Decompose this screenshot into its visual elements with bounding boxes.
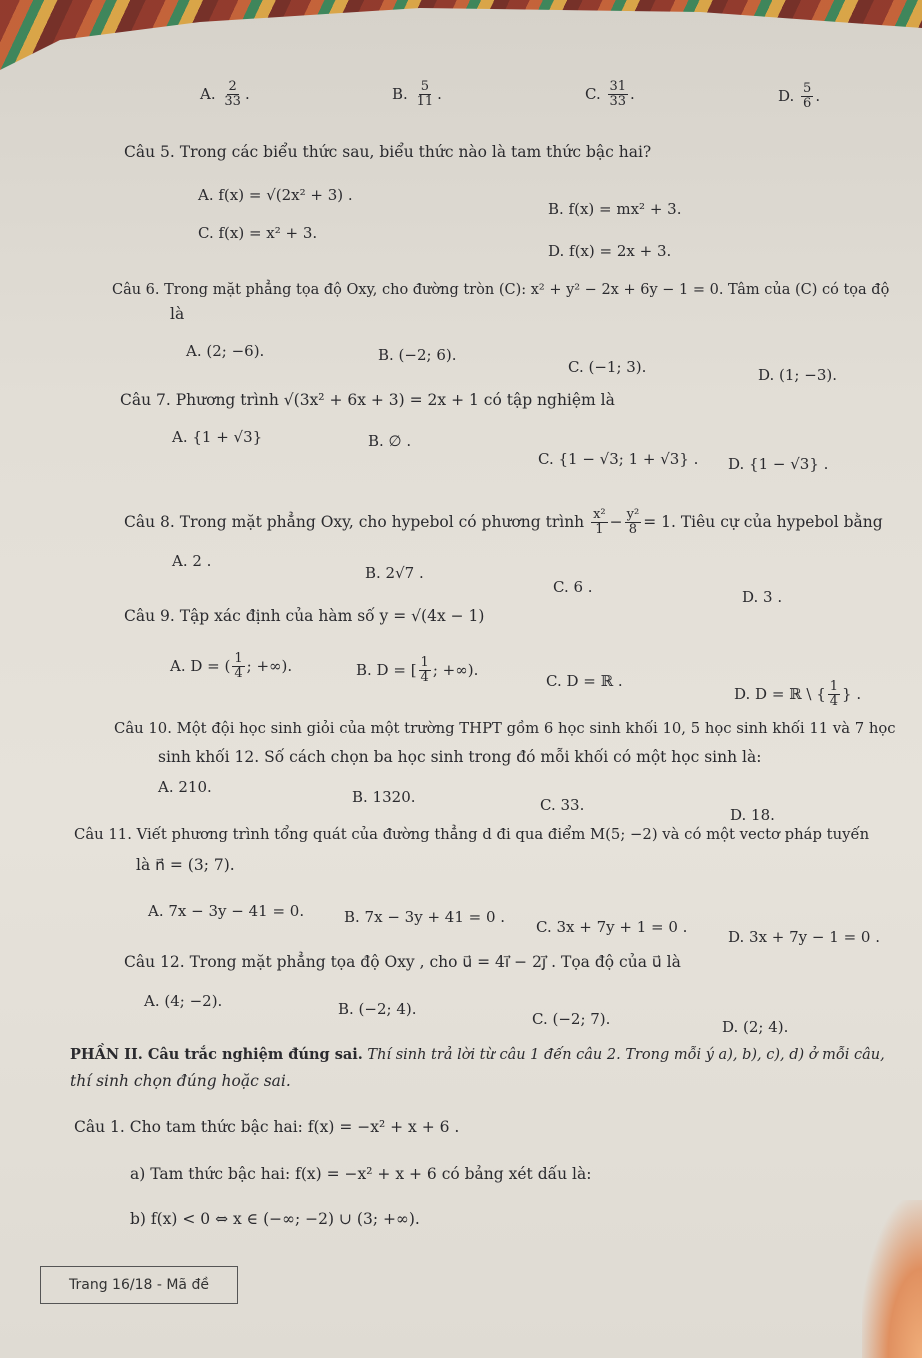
q10-stem: Câu 10. Một đội học sinh giỏi của một trường THPT gồm 6 học sinh khối 10, 5 học sinh khối 11 và 7 học — [114, 720, 896, 737]
q9-stem: Câu 9. Tập xác định của hàm số y = √(4x − 1) — [124, 607, 485, 625]
q7-option-b: B. ∅ . — [368, 432, 412, 450]
part2-q1-stem: Câu 1. Cho tam thức bậc hai: f(x) = −x² + x + 6 . — [74, 1118, 460, 1136]
q4-option-d: D. $\frac{5}{6}$ . — [778, 81, 821, 112]
q9-b-post: ; +∞). — [432, 660, 479, 679]
q6-option-c: C. (−1; 3). — [568, 358, 647, 376]
q8-frac1-num: x² — [593, 507, 606, 522]
q4-c-fraction — [608, 80, 629, 110]
q10-option-d: D. 18. — [730, 806, 775, 824]
q8-minus: − — [609, 512, 623, 531]
q4-d-label: D. — [778, 86, 795, 105]
part2-q1-a: a) Tam thức bậc hai: f(x) = −x² + x + 6 có bảng xét dấu là: — [130, 1165, 592, 1183]
q11-option-d: D. 3x + 7y − 1 = 0 . — [728, 928, 880, 946]
q5-stem: Câu 5. Trong các biểu thức sau, biểu thức nào là tam thức bậc hai? — [124, 143, 652, 161]
q8-option-a: A. 2 . — [172, 552, 212, 570]
q12-stem: Câu 12. Trong mặt phẳng tọa độ Oxy , cho u⃗ = 4i⃗ − 2j⃗ . Tọa độ của u⃗ là — [124, 953, 681, 971]
hand-shadow — [862, 1200, 922, 1358]
q8-stem-after: . Tiêu cự của hypebol bằng — [670, 512, 883, 531]
page-footer-text: Trang 16/18 - Mã đề — [69, 1277, 209, 1293]
q9-option-d — [734, 680, 861, 710]
q6-option-d: D. (1; −3). — [758, 366, 837, 384]
q12-option-b: B. (−2; 4). — [338, 1000, 417, 1018]
q4-option-b: B. $\frac{5}{11}$ . — [392, 79, 442, 110]
q8-stem-text: Câu 8. Trong mặt phẳng Oxy, cho hypebol có phương trình — [124, 512, 585, 531]
part2-heading — [70, 1046, 885, 1064]
q8-option-d: D. 3 . — [742, 588, 783, 606]
q6-option-a: A. (2; −6). — [186, 342, 265, 360]
q8-frac1-den: 1 — [595, 522, 604, 538]
q9-b-num: 1 — [420, 655, 429, 670]
q12-option-c: C. (−2; 7). — [532, 1010, 611, 1028]
q4-a-den: 33 — [224, 94, 241, 110]
q7-stem: Câu 7. Phương trình √(3x² + 6x + 3) = 2x + 1 có tập nghiệm là — [120, 391, 615, 409]
q8-equals: = 1 — [643, 512, 671, 531]
q12-option-a: A. (4; −2). — [144, 992, 223, 1010]
q9-a-pre: A. D = ( — [170, 656, 231, 675]
q9-b-pre: B. D = [ — [356, 660, 417, 679]
q8-fraction-y — [625, 508, 642, 538]
q10-stem-cont: sinh khối 12. Số cách chọn ba học sinh trong đó mỗi khối có một học sinh là: — [158, 748, 762, 766]
q9-d-pre: D. D = ℝ \ { — [734, 684, 826, 703]
q4-b-fraction — [415, 80, 436, 110]
q4-b-num: 5 — [420, 79, 429, 94]
q5-option-d: D. f(x) = 2x + 3. — [548, 242, 672, 260]
q9-a-num: 1 — [234, 651, 243, 666]
q8-frac2-den: 8 — [628, 522, 638, 538]
q5-option-c: C. f(x) = x² + 3. — [198, 224, 318, 242]
q9-b-den: 4 — [420, 670, 429, 686]
q11-option-a: A. 7x − 3y − 41 = 0. — [148, 902, 305, 920]
q11-stem-cont: là n⃗ = (3; 7). — [136, 856, 235, 874]
q4-a-label: A. — [200, 84, 216, 103]
q8-option-c: C. 6 . — [553, 578, 593, 596]
q9-d-num: 1 — [829, 679, 839, 694]
q4-a-num: 2 — [228, 79, 237, 94]
q4-b-den: 11 — [416, 94, 434, 110]
q4-option-c: C. $\frac{31}{33}$ . — [585, 79, 635, 110]
q9-a-fraction — [232, 652, 244, 682]
q8-option-b: B. 2√7 . — [365, 564, 424, 582]
q9-option-a — [170, 652, 292, 682]
q10-option-a: A. 210. — [158, 778, 212, 796]
q9-a-post: ; +∞). — [246, 656, 293, 675]
q4-c-den: 33 — [609, 94, 627, 110]
q9-option-b — [356, 656, 478, 686]
q10-option-c: C. 33. — [540, 796, 585, 814]
q6-stem-cont: là — [170, 305, 185, 323]
q8-frac2-num: y² — [626, 507, 640, 522]
q11-option-c: C. 3x + 7y + 1 = 0 . — [536, 918, 688, 936]
q5-option-a: A. f(x) = √(2x² + 3) . — [198, 186, 353, 204]
q10-option-b: B. 1320. — [352, 788, 416, 806]
q4-d-den: 6 — [803, 96, 812, 112]
q4-c-num: 31 — [609, 79, 627, 94]
q4-c-label: C. — [585, 84, 601, 103]
q4-option-a: A. $\frac{2}{33}$ . — [200, 79, 250, 110]
q9-a-den: 4 — [234, 666, 243, 682]
q9-d-fraction — [828, 680, 840, 710]
q4-a-fraction — [222, 80, 243, 110]
q6-stem: Câu 6. Trong mặt phẳng tọa độ Oxy, cho đường tròn (C): x² + y² − 2x + 6y − 1 = 0. Tâm của (C) có tọa độ — [112, 282, 890, 298]
part2-heading-bold: PHẦN II. Câu trắc nghiệm đúng sai. — [70, 1046, 363, 1063]
part2-heading-cont: thí sinh chọn đúng hoặc sai. — [70, 1072, 291, 1090]
q11-option-b: B. 7x − 3y + 41 = 0 . — [344, 908, 506, 926]
part2-heading-italic: Thí sinh trả lời từ câu 1 đến câu 2. Trong mỗi ý a), b), c), d) ở mỗi câu, — [362, 1047, 885, 1063]
q11-stem: Câu 11. Viết phương trình tổng quát của đường thẳng d đi qua điểm M(5; −2) và có một vectơ pháp tuyến — [74, 826, 870, 843]
q9-d-post: } . — [842, 684, 862, 703]
q7-option-a: A. {1 + √3} — [172, 428, 263, 446]
page-footer — [40, 1266, 238, 1304]
part2-q1-b: b) f(x) < 0 ⇔ x ∈ (−∞; −2) ∪ (3; +∞). — [130, 1210, 420, 1228]
q4-b-label: B. — [392, 84, 408, 103]
q9-b-fraction — [419, 656, 431, 686]
q5-option-b: B. f(x) = mx² + 3. — [548, 200, 682, 218]
q6-option-b: B. (−2; 6). — [378, 346, 457, 364]
q8-fraction-x — [591, 508, 608, 538]
q4-d-fraction — [801, 82, 813, 112]
q9-option-c: C. D = ℝ . — [546, 672, 623, 690]
q9-d-den: 4 — [829, 694, 839, 710]
q7-option-c: C. {1 − √3; 1 + √3} . — [538, 450, 699, 468]
q12-option-d: D. (2; 4). — [722, 1018, 789, 1036]
q4-d-num: 5 — [803, 81, 812, 96]
q7-option-d: D. {1 − √3} . — [728, 455, 829, 473]
q8-stem — [124, 508, 883, 538]
